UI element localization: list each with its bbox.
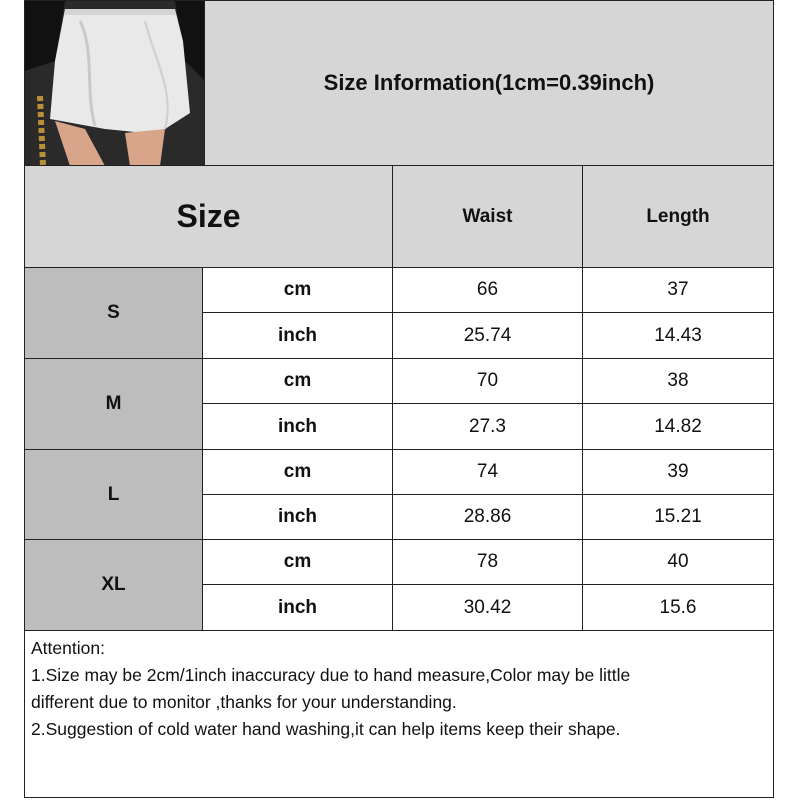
waist-cell: 66 bbox=[393, 268, 583, 313]
length-cell: 15.6 bbox=[583, 585, 773, 631]
length-cell: 40 bbox=[583, 540, 773, 585]
unit-inch: inch bbox=[203, 313, 393, 359]
waist-cell: 28.86 bbox=[393, 495, 583, 540]
unit-cm: cm bbox=[203, 450, 393, 495]
waist-cell: 74 bbox=[393, 450, 583, 495]
attention-notes bbox=[25, 631, 775, 799]
waist-cell: 25.74 bbox=[393, 313, 583, 359]
note-line: 2.Suggestion of cold water hand washing,it can help items keep their shape. bbox=[31, 719, 621, 739]
skirt-image bbox=[25, 1, 205, 166]
waist-header: Waist bbox=[393, 166, 583, 268]
note-line: different due to monitor ,thanks for your understanding. bbox=[31, 692, 457, 712]
unit-cm: cm bbox=[203, 359, 393, 404]
size-label-xl: XL bbox=[25, 540, 203, 631]
size-header: Size bbox=[25, 166, 393, 268]
product-photo bbox=[25, 1, 205, 166]
size-label-m: M bbox=[25, 359, 203, 450]
unit-cm: cm bbox=[203, 540, 393, 585]
notes-heading: Attention: bbox=[31, 638, 105, 658]
unit-inch: inch bbox=[203, 585, 393, 631]
waist-cell: 27.3 bbox=[393, 404, 583, 450]
length-header: Length bbox=[583, 166, 773, 268]
unit-inch: inch bbox=[203, 404, 393, 450]
chart-title: Size Information(1cm=0.39inch) bbox=[205, 1, 773, 166]
size-label-l: L bbox=[25, 450, 203, 540]
waist-cell: 70 bbox=[393, 359, 583, 404]
length-cell: 14.43 bbox=[583, 313, 773, 359]
note-line: 1.Size may be 2cm/1inch inaccuracy due to hand measure,Color may be little bbox=[31, 665, 631, 685]
size-chart bbox=[24, 0, 774, 798]
waist-cell: 30.42 bbox=[393, 585, 583, 631]
size-label-s: S bbox=[25, 268, 203, 359]
length-cell: 14.82 bbox=[583, 404, 773, 450]
length-cell: 39 bbox=[583, 450, 773, 495]
length-cell: 37 bbox=[583, 268, 773, 313]
unit-inch: inch bbox=[203, 495, 393, 540]
length-cell: 15.21 bbox=[583, 495, 773, 540]
unit-cm: cm bbox=[203, 268, 393, 313]
length-cell: 38 bbox=[583, 359, 773, 404]
waist-cell: 78 bbox=[393, 540, 583, 585]
